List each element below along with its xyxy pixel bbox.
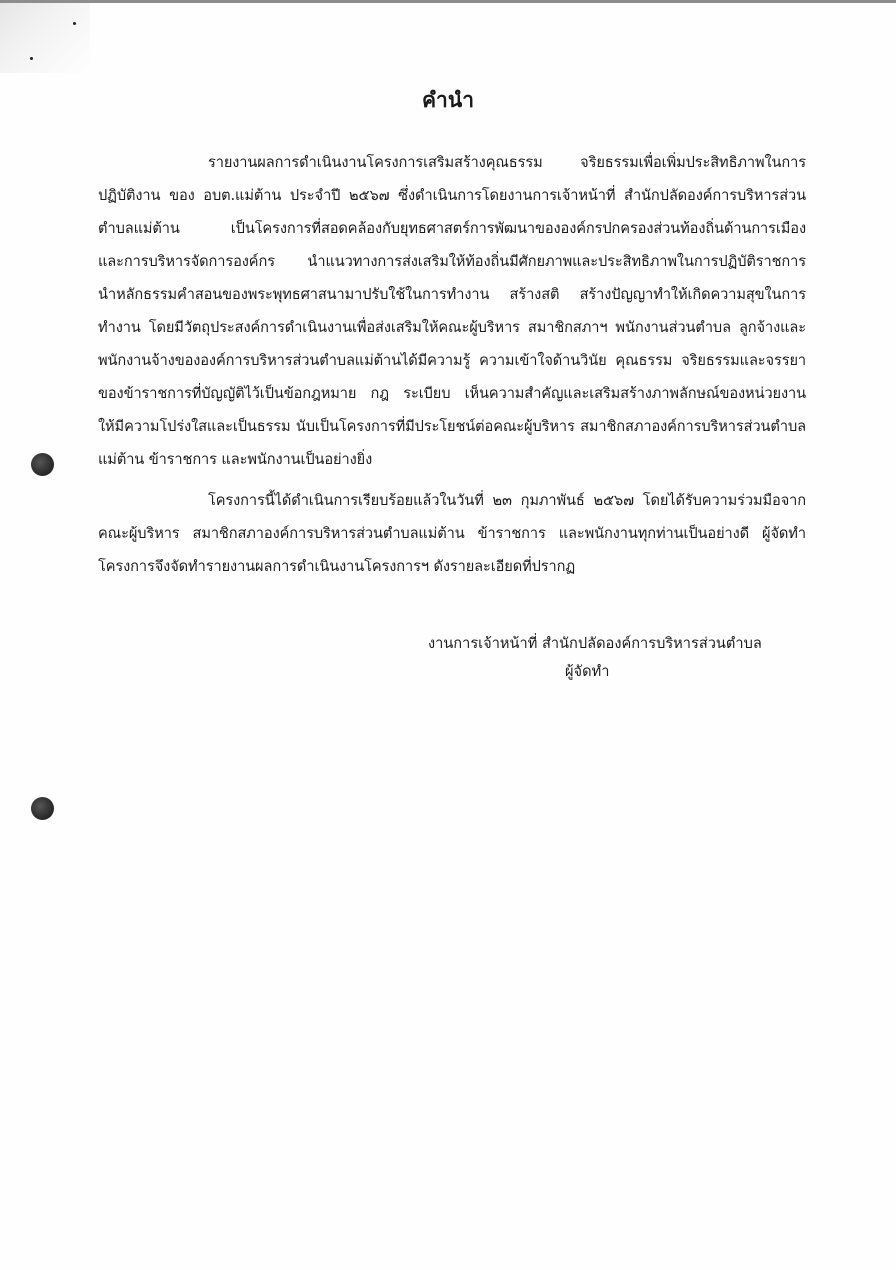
signature-block xyxy=(428,630,828,686)
paragraph-line: นำหลักธรรมคำสอนของพระพุทธศาสนามาปรับใช้ในการทำงาน สร้างสติ สร้างปัญญาทำให้เกิดความสุขในการ xyxy=(98,286,806,303)
punch-hole-bottom xyxy=(31,797,54,820)
paragraph-line: และการบริหารจัดการองค์กร นำแนวทางการส่งเสริมให้ท้องถิ่นมีศักยภาพและประสิทธิภาพในการปฏิบัติราชการ xyxy=(98,253,806,270)
paragraph-line: รายงานผลการดำเนินงานโครงการเสริมสร้างคุณธรรม จริยธรรมเพื่อเพิ่มประสิทธิภาพในการ xyxy=(208,154,806,171)
punch-hole-top xyxy=(31,453,54,476)
paragraph-line: โครงการจึงจัดทำรายงานผลการดำเนินงานโครงการฯ ดังรายละเอียดที่ปรากฏ xyxy=(98,558,576,575)
paragraph-2 xyxy=(98,484,806,583)
signature-role: ผู้จัดทำ xyxy=(565,663,610,680)
page-title: คำนำ xyxy=(422,87,474,112)
corner-shadow xyxy=(0,3,90,73)
paragraph-line: ปฏิบัติงาน ของ อบต.แม่ต้าน ประจำปี ๒๕๖๗ ซึ่งดำเนินการโดยงานการเจ้าหน้าที่ สำนักปลัดองค์การบริหารส่วน xyxy=(98,187,806,204)
paragraph-line: โครงการนี้ได้ดำเนินการเรียบร้อยแล้วในวันที่ ๒๓ กุมภาพันธ์ ๒๕๖๗ โดยได้รับความร่วมมือจาก xyxy=(208,492,806,509)
paper-speck xyxy=(30,57,33,60)
paragraph-line: คณะผู้บริหาร สมาชิกสภาองค์การบริหารส่วนตำบลแม่ต้าน ข้าราชการ และพนักงานทุกท่านเป็นอย่างดี ผู้จัดทำ xyxy=(98,525,806,542)
page-top-edge xyxy=(0,0,896,3)
paragraph-line: ทำงาน โดยมีวัตถุประสงค์การดำเนินงานเพื่อส่งเสริมให้คณะผู้บริหาร สมาชิกสภาฯ พนักงานส่วนตำบล ลูกจ้างและ xyxy=(98,319,806,336)
body-text xyxy=(98,146,806,583)
paragraph-line: ของข้าราชการที่บัญญัติไว้เป็นข้อกฎหมาย กฎ ระเบียบ เห็นความสำคัญและเสริมสร้างภาพลักษณ์ของหน่วยงาน xyxy=(98,385,806,402)
paragraph-line: แม่ต้าน ข้าราชการ และพนักงานเป็นอย่างยิ่ง xyxy=(98,451,373,468)
paragraph-line: พนักงานจ้างขององค์การบริหารส่วนตำบลแม่ต้านได้มีความรู้ ความเข้าใจด้านวินัย คุณธรรม จริยธรรมและจรรยา xyxy=(98,352,806,369)
paragraph-1 xyxy=(98,146,806,476)
signature-unit: งานการเจ้าหน้าที่ สำนักปลัดองค์การบริหารส่วนตำบล xyxy=(428,635,762,652)
paragraph-line: ตำบลแม่ต้าน เป็นโครงการที่สอดคล้องกับยุทธศาสตร์การพัฒนาขององค์กรปกครองส่วนท้องถิ่นด้านการเมือง xyxy=(98,220,806,237)
paper-speck xyxy=(73,22,76,25)
paragraph-line: ให้มีความโปร่งใสและเป็นธรรม นับเป็นโครงการที่มีประโยชน์ต่อคณะผู้บริหาร สมาชิกสภาองค์การบริหารส่วนตำบล xyxy=(98,418,806,435)
paragraph-gap xyxy=(98,476,806,484)
